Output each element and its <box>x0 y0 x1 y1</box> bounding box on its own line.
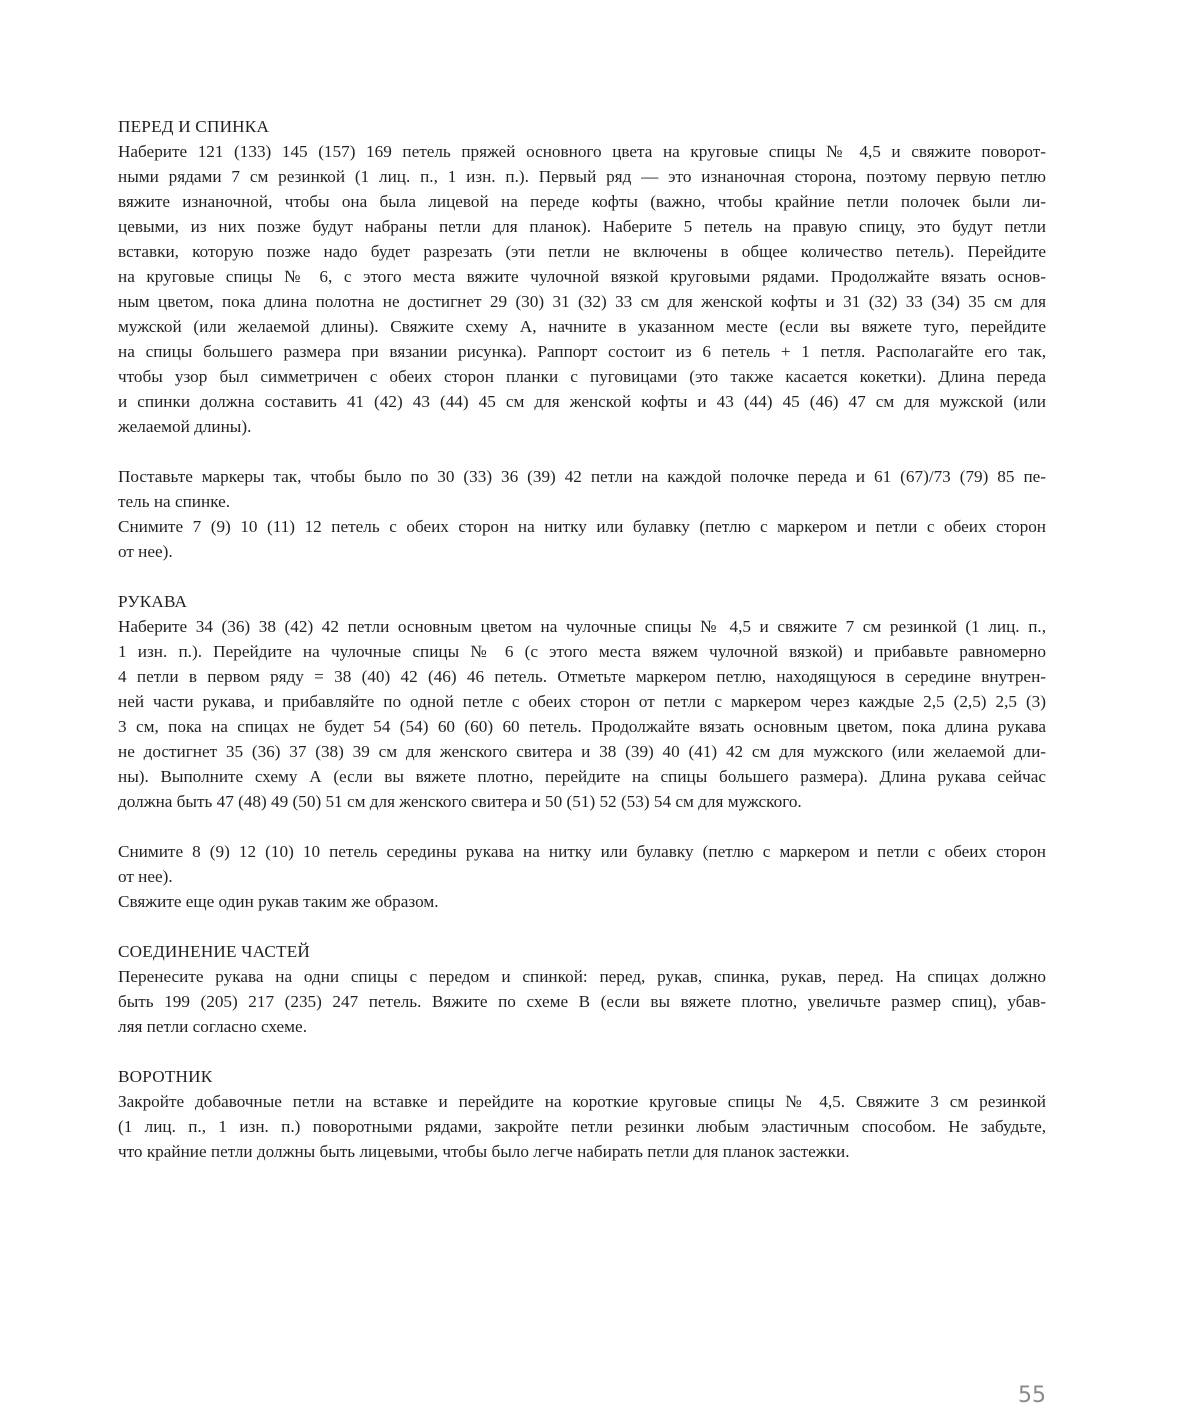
text-line: Закройте добавочные петли на вставке и перейдите на короткие круговые спицы № 4,5. Свяжите 3 см резинкой <box>118 1092 1046 1111</box>
section-front-and-back <box>118 114 1046 564</box>
text-line: 4 петли в первом ряду = 38 (40) 42 (46) 46 петель. Отметьте маркером петлю, находящуюся в середине внутрен- <box>118 667 1046 686</box>
text-line: (1 лиц. п., 1 изн. п.) поворотными рядами, закройте петли резинки любым эластичным способом. Не забудьте, <box>118 1117 1046 1136</box>
text-line: Перенесите рукава на одни спицы с передом и спинкой: перед, рукав, спинка, рукав, перед. На спицах должно <box>118 967 1046 986</box>
text-line: Снимите 8 (9) 12 (10) 10 петель середины рукава на нитку или булавку (петлю с маркером и петли с обеих сторон <box>118 842 1046 861</box>
page-content <box>118 114 1046 1164</box>
text-line: что крайние петли должны быть лицевыми, чтобы было легче набирать петли для планок застежки. <box>118 1142 850 1161</box>
text-line: тель на спинке. <box>118 492 231 511</box>
paragraph-gap <box>118 814 1046 839</box>
section-gap <box>118 914 1046 939</box>
paragraph <box>118 139 1046 439</box>
text-line: цевыми, из них позже будут набраны петли для планок). Наберите 5 петель на правую спицу, это будут петли <box>118 217 1046 236</box>
paragraph-gap <box>118 439 1046 464</box>
text-line: от нее). <box>118 867 173 886</box>
text-line: мужской (или желаемой длины). Свяжите схему А, начните в указанном месте (если вы вяжете туго, перейдите <box>118 317 1046 336</box>
text-line: и спинки должна составить 41 (42) 43 (44) 45 см для женской кофты и 43 (44) 45 (46) 47 см для мужской (или <box>118 392 1046 411</box>
section-sleeves <box>118 589 1046 914</box>
paragraph <box>118 464 1046 564</box>
section-gap <box>118 564 1046 589</box>
text-line: на спицы большего размера при вязании рисунка). Раппорт состоит из 6 петель + 1 петля. Располагайте его так, <box>118 342 1046 361</box>
page-number: 55 <box>1018 1383 1046 1408</box>
text-line: 3 см, пока на спицах не будет 54 (54) 60 (60) 60 петель. Продолжайте вязать основным цветом, пока длина рукава <box>118 717 1046 736</box>
section-joining-parts <box>118 939 1046 1039</box>
text-line: вяжите изнаночной, чтобы она была лицевой на переде кофты (важно, чтобы крайние петли полочек были ли- <box>118 192 1046 211</box>
section-heading: ВОРОТНИК <box>118 1067 213 1086</box>
section-collar <box>118 1064 1046 1164</box>
paragraph <box>118 839 1046 914</box>
text-line: Свяжите еще один рукав таким же образом. <box>118 892 439 911</box>
text-line: вставки, которую позже надо будет разрезать (эти петли не включены в общее количество петель). Перейдите <box>118 242 1046 261</box>
text-line: от нее). <box>118 542 173 561</box>
text-line: ней части рукава, и прибавляйте по одной петле с обеих сторон от петли с маркером через каждые 2,5 (2,5) 2,5 (3) <box>118 692 1046 711</box>
text-line: Наберите 121 (133) 145 (157) 169 петель пряжей основного цвета на круговые спицы № 4,5 и свяжите поворот- <box>118 142 1046 161</box>
text-line: на круговые спицы № 6, с этого места вяжите чулочной вязкой круговыми рядами. Продолжайте вязать основ- <box>118 267 1046 286</box>
text-line: ляя петли согласно схеме. <box>118 1017 307 1036</box>
text-line: чтобы узор был симметричен с обеих сторон планки с пуговицами (это также касается кокетки). Длина переда <box>118 367 1046 386</box>
text-line: Снимите 7 (9) 10 (11) 12 петель с обеих сторон на нитку или булавку (петлю с маркером и петли с обеих сторон <box>118 517 1046 536</box>
section-gap <box>118 1039 1046 1064</box>
text-line: Наберите 34 (36) 38 (42) 42 петли основным цветом на чулочные спицы № 4,5 и свяжите 7 см резинкой (1 лиц. п., <box>118 617 1046 636</box>
text-line: должна быть 47 (48) 49 (50) 51 см для женского свитера и 50 (51) 52 (53) 54 см для мужского. <box>118 792 802 811</box>
text-line: быть 199 (205) 217 (235) 247 петель. Вяжите по схеме В (если вы вяжете плотно, увеличьте размер спиц), убав- <box>118 992 1046 1011</box>
text-line: ны). Выполните схему А (если вы вяжете плотно, перейдите на спицы большего размера). Длина рукава сейчас <box>118 767 1046 786</box>
section-heading: РУКАВА <box>118 592 188 611</box>
section-heading: СОЕДИНЕНИЕ ЧАСТЕЙ <box>118 942 311 961</box>
paragraph <box>118 1089 1046 1164</box>
section-heading: ПЕРЕД И СПИНКА <box>118 117 270 136</box>
text-line: ными рядами 7 см резинкой (1 лиц. п., 1 изн. п.). Первый ряд — это изнаночная сторона, поэтому первую петлю <box>118 167 1046 186</box>
paragraph <box>118 964 1046 1039</box>
text-line: 1 изн. п.). Перейдите на чулочные спицы № 6 (с этого места вяжем чулочной вязкой) и прибавьте равномерно <box>118 642 1046 661</box>
paragraph <box>118 614 1046 814</box>
text-line: ным цветом, пока длина полотна не достигнет 29 (30) 31 (32) 33 см для женской кофты и 31 (32) 33 (34) 35 см для <box>118 292 1046 311</box>
text-line: желаемой длины). <box>118 417 252 436</box>
text-line: не достигнет 35 (36) 37 (38) 39 см для женского свитера и 38 (39) 40 (41) 42 см для мужского (или желаемой дли- <box>118 742 1046 761</box>
text-line: Поставьте маркеры так, чтобы было по 30 (33) 36 (39) 42 петли на каждой полочке переда и 61 (67)/73 (79) 85 пе- <box>118 467 1046 486</box>
